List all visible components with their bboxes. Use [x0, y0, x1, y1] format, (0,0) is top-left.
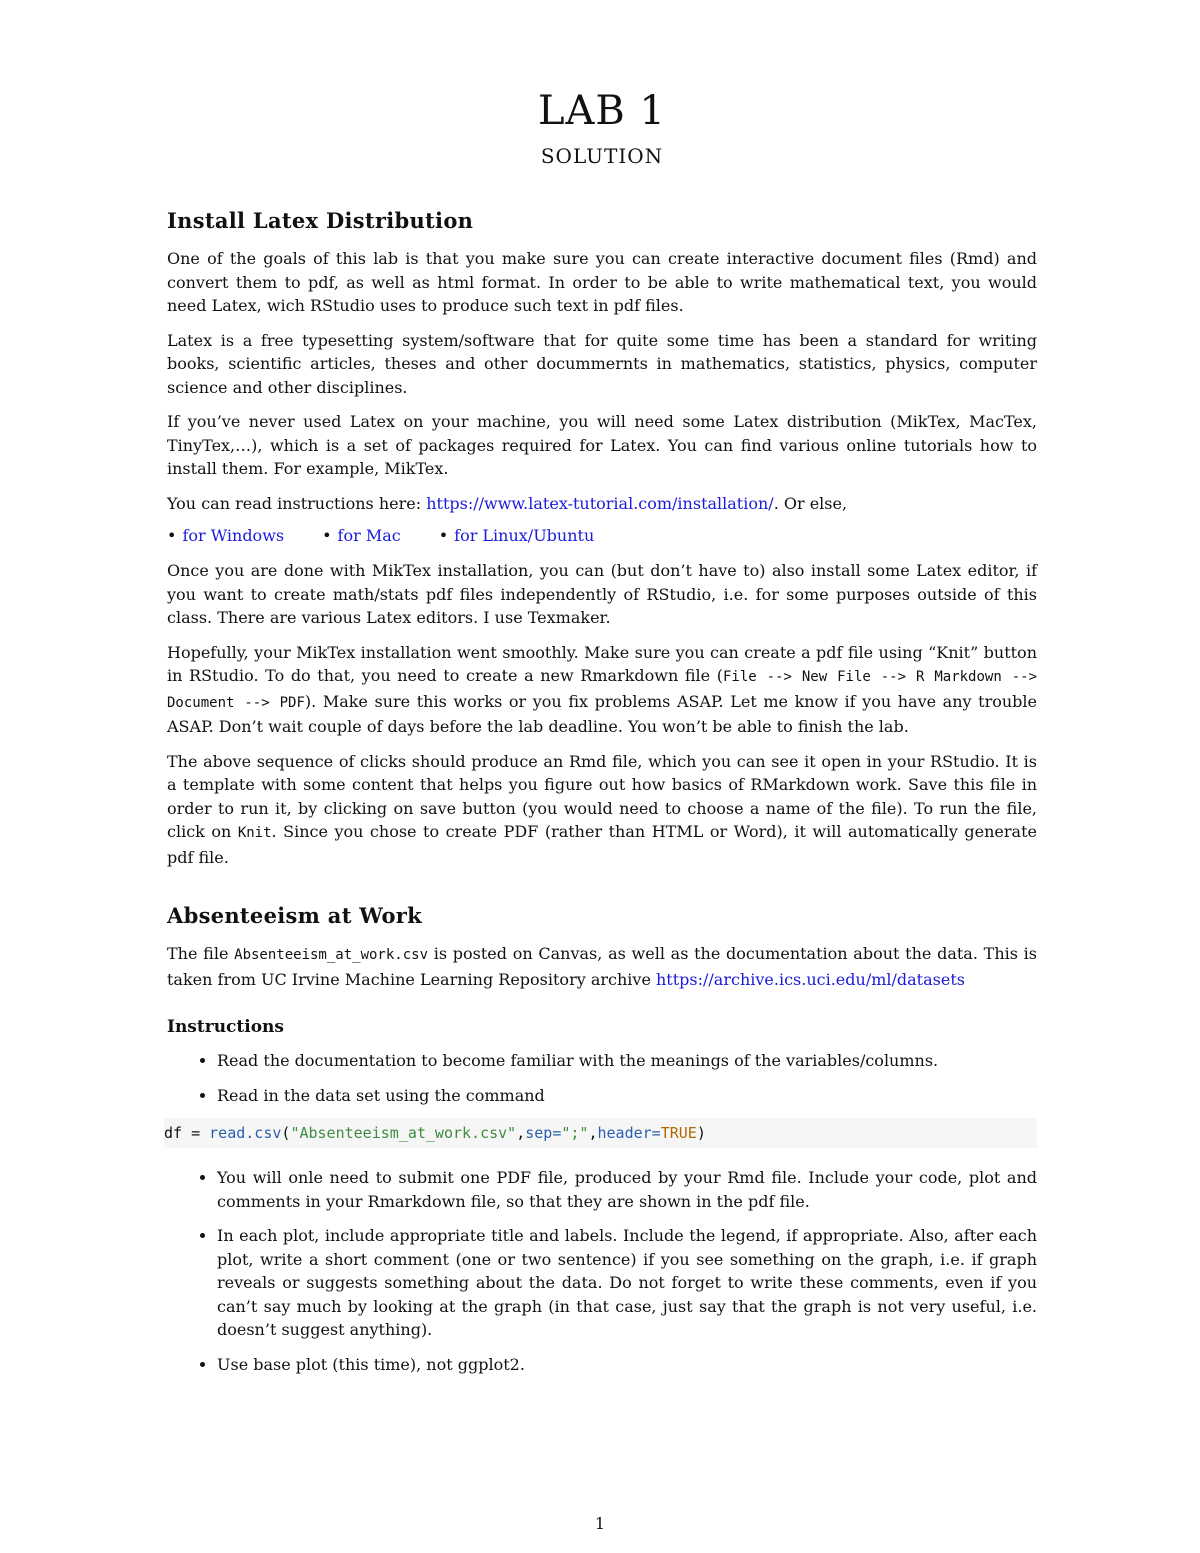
section-heading-absenteeism: Absenteeism at Work — [167, 903, 422, 928]
os-link-list — [167, 526, 1037, 545]
instruction-list — [167, 1049, 1037, 1107]
bullet-icon: • — [438, 526, 449, 545]
uci-repository-link[interactable]: https://archive.ics.uci.edu/ml/datasets — [656, 969, 965, 989]
list-item: • In each plot, include appropriate title and labels. Include the legend, if appropriate. Also, after each plot, write a short comment (one or two sentence) if you see something on the graph, i.e. if graph reveals or suggests something about the data. Do not forget to write these comments, even if you can’t say much by looking at the graph (in that case, just say that the graph is not very useful, i.e. doesn’t suggest anything). — [217, 1224, 1037, 1342]
paragraph-instructions-link: You can read instructions here: https://www.latex-tutorial.com/installation/. Or else, — [167, 493, 848, 513]
inline-code: Absenteeism_at_work.csv — [234, 947, 429, 963]
paragraph: Once you are done with MikTex installation, you can (but don’t have to) also install some Latex editor, if you want to create math/stats pdf files independently of RStudio, i.e. for some purposes outside of this class. There are various Latex editors. I use Texmaker. — [167, 561, 1037, 627]
subsection-heading-instructions: Instructions — [167, 1017, 284, 1037]
mac-link[interactable]: • for Mac — [322, 526, 401, 545]
latex-tutorial-link[interactable]: https://www.latex-tutorial.com/installation/ — [426, 493, 774, 513]
document-content — [164, 208, 1038, 1387]
page-number: 1 — [594, 1514, 606, 1533]
code-block: df = read.csv("Absenteeism_at_work.csv",sep=";",header=TRUE) — [164, 1118, 1037, 1148]
instruction-list-continued — [167, 1166, 1037, 1376]
inline-code: Knit — [237, 825, 272, 841]
list-item: • You will onle need to submit one PDF file, produced by your Rmd file. Include your code, plot and comments in your Rmarkdown file, so that they are shown in the pdf file. — [217, 1166, 1037, 1213]
paragraph-dataset: The file Absenteeism_at_work.csv is posted on Canvas, as well as the documentation about the data. This is taken from UC Irvine Machine Learning Repository archive https://archive.ics.uci.edu/ml/datasets — [167, 944, 1037, 989]
list-item: • Use base plot (this time), not ggplot2. — [217, 1353, 1037, 1377]
page-subtitle: SOLUTION — [540, 144, 664, 168]
windows-link[interactable]: • for Windows — [167, 526, 285, 545]
linux-link[interactable]: • for Linux/Ubuntu — [438, 526, 595, 545]
list-item: • Read in the data set using the command — [217, 1084, 1037, 1108]
bullet-icon: • — [167, 526, 177, 545]
list-item: • Read the documentation to become familiar with the meanings of the variables/columns. — [217, 1049, 1037, 1073]
section-heading-install-latex: Install Latex Distribution — [167, 208, 474, 233]
paragraph-knit: Hopefully, your MikTex installation went smoothly. Make sure you can create a pdf file using “Knit” button in RStudio. To do that, you need to create a new Rmarkdown file (File --> New File --> R Markdown --> Document --> PDF). Make sure this works or you fix problems ASAP. Let me know if you have any trouble ASAP. Don’t wait couple of days before the lab deadline. You won’t be able to finish the lab. — [167, 642, 1038, 736]
bullet-icon: • — [322, 526, 332, 545]
paragraph-template: The above sequence of clicks should produce an Rmd file, which you can see it open in your RStudio. It is a template with some content that helps you figure out how basics of RMarkdown work. Save this file in order to run it, by clicking on save button (you would need to choose a name of the file). To run the file, click on Knit. Since you chose to create PDF (rather than HTML or Word), it will automatically generate pdf file. — [167, 751, 1037, 867]
inline-code: File --> New File --> R Markdown --> Document --> PDF — [167, 669, 1037, 711]
paragraph: Latex is a free typesetting system/software that for quite some time has been a standard for writing books, scientific articles, theses and other docummernts in mathematics, statistics, physics, computer science and other disciplines. — [167, 330, 1037, 397]
paragraph: If you’ve never used Latex on your machine, you will need some Latex distribution (MikTex, MacTex, TinyTex,…), which is a set of packages required for Latex. You can find various online tutorials how to install them. For example, MikTex. — [167, 412, 1037, 478]
paragraph: One of the goals of this lab is that you make sure you can create interactive document files (Rmd) and convert them to pdf, as well as html format. In order to be able to write mathematical text, you would need Latex, wich RStudio uses to produce such text in pdf files. — [167, 249, 1037, 315]
page-title: LAB 1 — [537, 88, 666, 134]
